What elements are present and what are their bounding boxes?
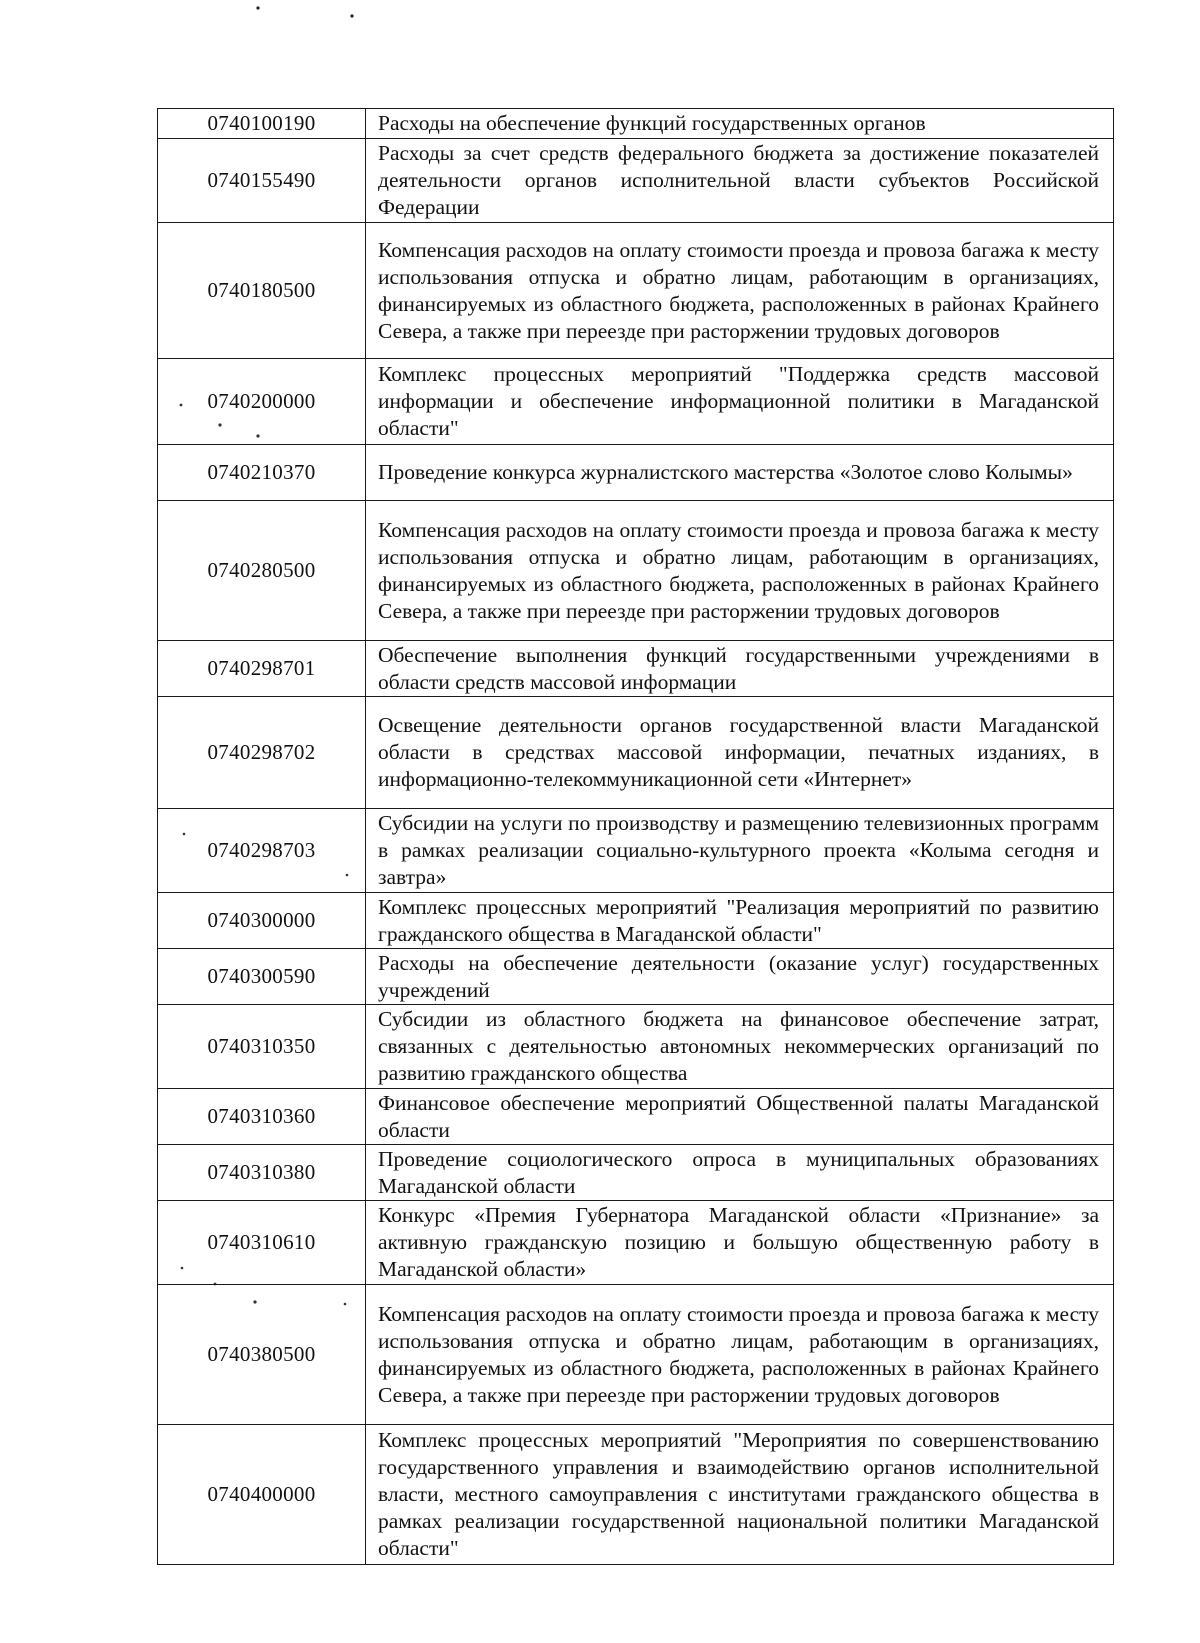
table-row <box>158 501 1114 641</box>
description-cell: Расходы на обеспечение деятельности (оказание услуг) государственных учреждений <box>366 949 1114 1005</box>
description-cell: Субсидии из областного бюджета на финансовое обеспечение затрат, связанных с деятельностью автономных некоммерческих организаций по развитию гражданского общества <box>366 1005 1114 1089</box>
scan-speck <box>256 6 259 9</box>
table-row <box>158 697 1114 809</box>
table-row <box>158 949 1114 1005</box>
description-cell: Комплекс процессных мероприятий "Реализация мероприятий по развитию гражданского общества в Магаданской области" <box>366 893 1114 949</box>
description-cell: Субсидии на услуги по производству и размещению телевизионных программ в рамках реализации социально-культурного проекта «Колыма сегодня и завтра» <box>366 809 1114 893</box>
description-cell: Расходы за счет средств федерального бюджета за достижение показателей деятельности органов исполнительной власти субъектов Российской Федерации <box>366 139 1114 223</box>
table-row <box>158 1089 1114 1145</box>
table-row <box>158 809 1114 893</box>
table-row <box>158 893 1114 949</box>
code-cell: 0740180500 <box>158 223 366 359</box>
description-cell: Освещение деятельности органов государственной власти Магаданской области в средствах массовой информации, печатных изданиях, в информационно-телекоммуникационной сети «Интернет» <box>366 697 1114 809</box>
table-row <box>158 223 1114 359</box>
table-row <box>158 445 1114 501</box>
code-cell: 0740298702 <box>158 697 366 809</box>
scan-speck <box>350 14 353 17</box>
code-cell: 0740100190 <box>158 109 366 139</box>
budget-codes-table <box>157 108 1114 1565</box>
description-cell: Расходы на обеспечение функций государственных органов <box>366 109 1114 139</box>
description-cell: Проведение социологического опроса в муниципальных образованиях Магаданской области <box>366 1145 1114 1201</box>
description-cell: Финансовое обеспечение мероприятий Общественной палаты Магаданской области <box>366 1089 1114 1145</box>
code-cell: 0740310610 <box>158 1201 366 1285</box>
code-cell: 0740300000 <box>158 893 366 949</box>
table-row <box>158 109 1114 139</box>
code-cell: 0740310350 <box>158 1005 366 1089</box>
code-cell: 0740380500 <box>158 1285 366 1425</box>
description-cell: Компенсация расходов на оплату стоимости проезда и провоза багажа к месту использования отпуска и обратно лицам, работающим в организациях, финансируемых из областного бюджета, расположенных в районах Крайнего Севера, а также при переезде при расторжении трудовых договоров <box>366 501 1114 641</box>
code-cell: 0740155490 <box>158 139 366 223</box>
code-cell: 0740280500 <box>158 501 366 641</box>
code-cell: 0740310380 <box>158 1145 366 1201</box>
table-row <box>158 1285 1114 1425</box>
code-cell: 0740310360 <box>158 1089 366 1145</box>
table-row <box>158 1425 1114 1565</box>
code-cell: 0740300590 <box>158 949 366 1005</box>
code-cell: 0740400000 <box>158 1425 366 1565</box>
table-row <box>158 1145 1114 1201</box>
table-row <box>158 1005 1114 1089</box>
code-cell: 0740210370 <box>158 445 366 501</box>
table-row <box>158 641 1114 697</box>
code-cell: 0740298701 <box>158 641 366 697</box>
description-cell: Компенсация расходов на оплату стоимости проезда и провоза багажа к месту использования отпуска и обратно лицам, работающим в организациях, финансируемых из областного бюджета, расположенных в районах Крайнего Севера, а также при переезде при расторжении трудовых договоров <box>366 223 1114 359</box>
description-cell: Проведение конкурса журналистского мастерства «Золотое слово Колымы» <box>366 445 1114 501</box>
description-cell: Комплекс процессных мероприятий "Мероприятия по совершенствованию государственного управления и взаимодействию органов исполнительной власти, местного самоуправления с институтами гражданского общества в рамках реализации государственной национальной политики Магаданской области" <box>366 1425 1114 1565</box>
description-cell: Конкурс «Премия Губернатора Магаданской области «Признание» за активную гражданскую позицию и большую общественную работу в Магаданской области» <box>366 1201 1114 1285</box>
code-cell: 0740298703 <box>158 809 366 893</box>
code-cell: 0740200000 <box>158 359 366 445</box>
description-cell: Компенсация расходов на оплату стоимости проезда и провоза багажа к месту использования отпуска и обратно лицам, работающим в организациях, финансируемых из областного бюджета, расположенных в районах Крайнего Севера, а также при переезде при расторжении трудовых договоров <box>366 1285 1114 1425</box>
description-cell: Обеспечение выполнения функций государственными учреждениями в области средств массовой информации <box>366 641 1114 697</box>
table-row <box>158 1201 1114 1285</box>
description-cell: Комплекс процессных мероприятий "Поддержка средств массовой информации и обеспечение информационной политики в Магаданской области" <box>366 359 1114 445</box>
table-row <box>158 359 1114 445</box>
table-row <box>158 139 1114 223</box>
